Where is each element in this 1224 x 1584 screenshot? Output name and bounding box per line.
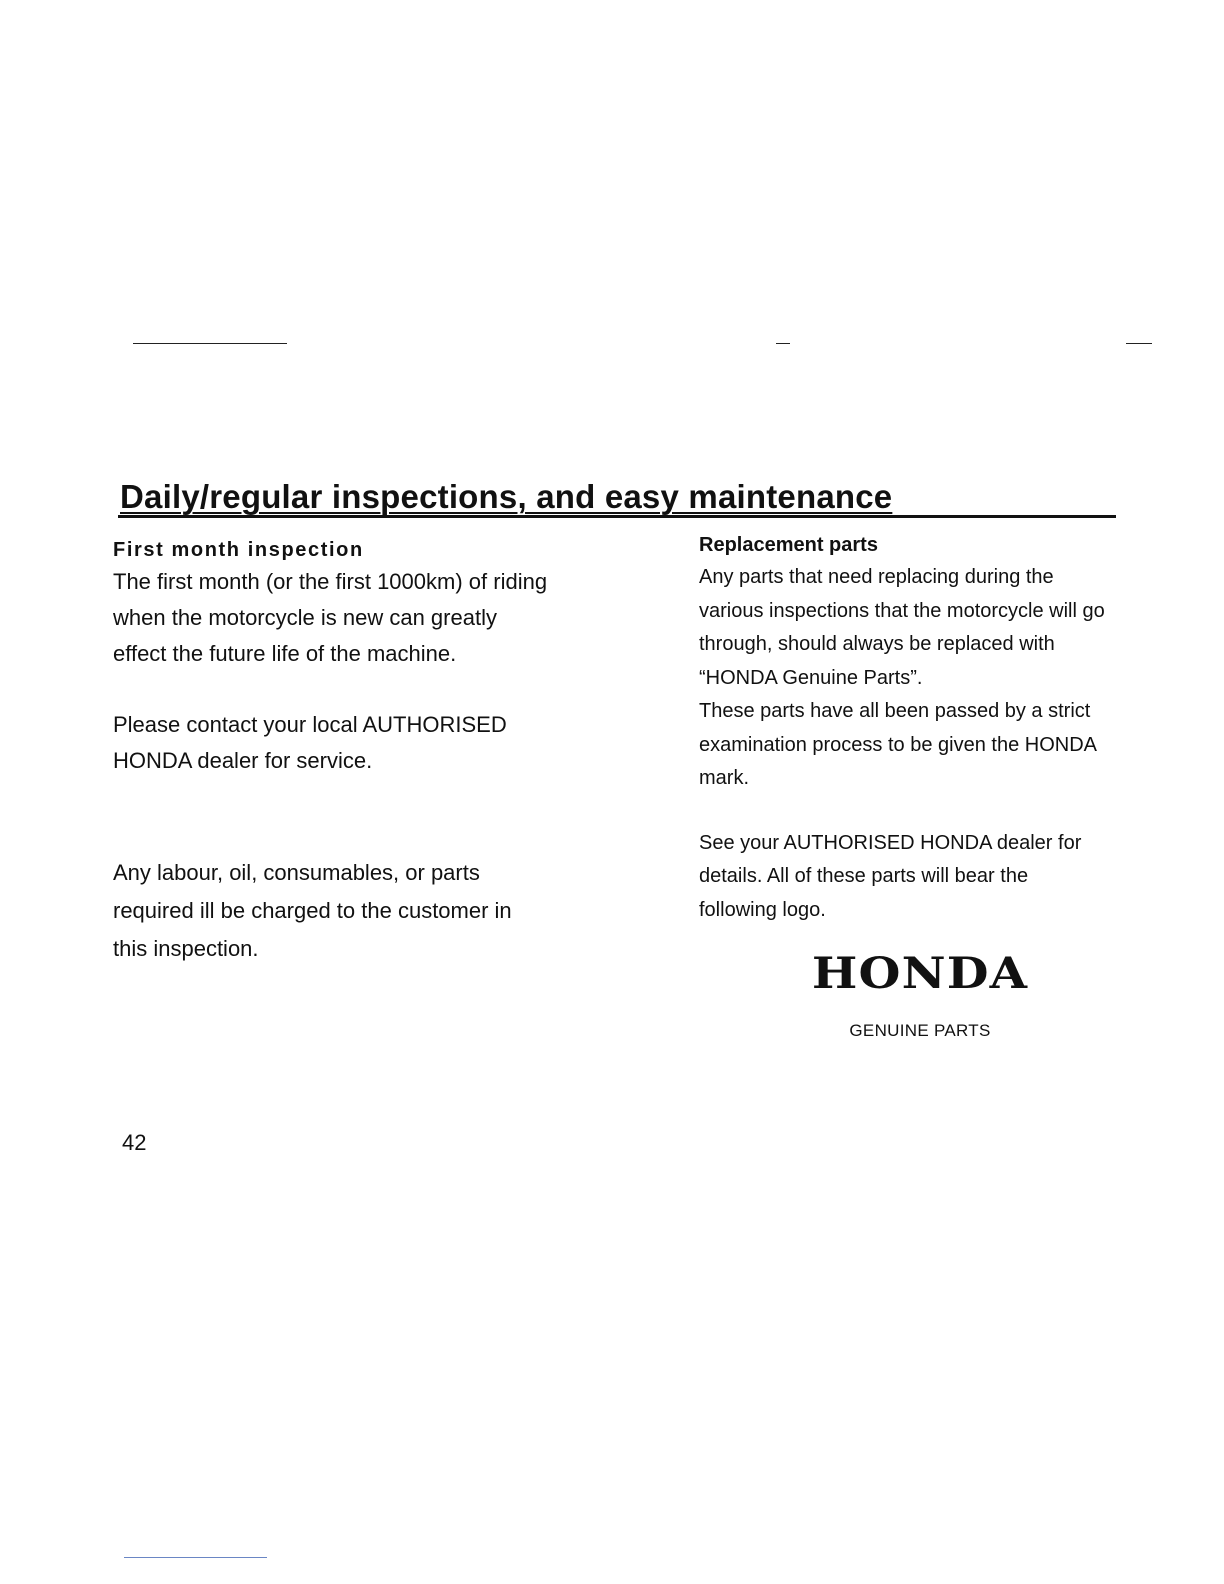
bottom-blue-rule	[124, 1557, 267, 1558]
replacement-parts-paragraph-1: Any parts that need replacing during the various inspections that the motorcycle will go through, should always be replaced with “HONDA Genuine Parts”.	[699, 566, 1105, 689]
first-month-paragraph-2: Please contact your local AUTHORISED HONDA dealer for service.	[113, 712, 507, 773]
replacement-parts-paragraph-3: See your AUTHORISED HONDA dealer for details. All of these parts will bear the following logo.	[699, 831, 1082, 921]
first-month-heading: First month inspection	[113, 539, 364, 561]
replacement-parts-section	[699, 531, 1209, 927]
top-rule-center	[776, 343, 790, 344]
top-rule-left	[133, 343, 287, 344]
page-number: 42	[122, 1130, 147, 1155]
honda-genuine-parts-logo	[795, 950, 1045, 1041]
replacement-parts-heading: Replacement parts	[699, 534, 878, 556]
first-month-paragraph-3: Any labour, oil, consumables, or parts required ill be charged to the customer in this inspection.	[113, 860, 512, 961]
page-title: Daily/regular inspections, and easy maintenance	[120, 478, 893, 515]
top-rule-right	[1126, 343, 1152, 344]
first-month-section	[113, 536, 653, 968]
first-month-paragraph-1: The first month (or the first 1000km) of riding when the motorcycle is new can greatly effect the future life of the machine.	[113, 569, 548, 666]
genuine-parts-label: GENUINE PARTS	[849, 1021, 991, 1040]
replacement-parts-paragraph-2: These parts have all been passed by a strict examination process to be given the HONDA mark.	[699, 700, 1097, 789]
title-rule	[118, 515, 1116, 518]
honda-logo-wordmark: HONDA	[811, 949, 1029, 999]
